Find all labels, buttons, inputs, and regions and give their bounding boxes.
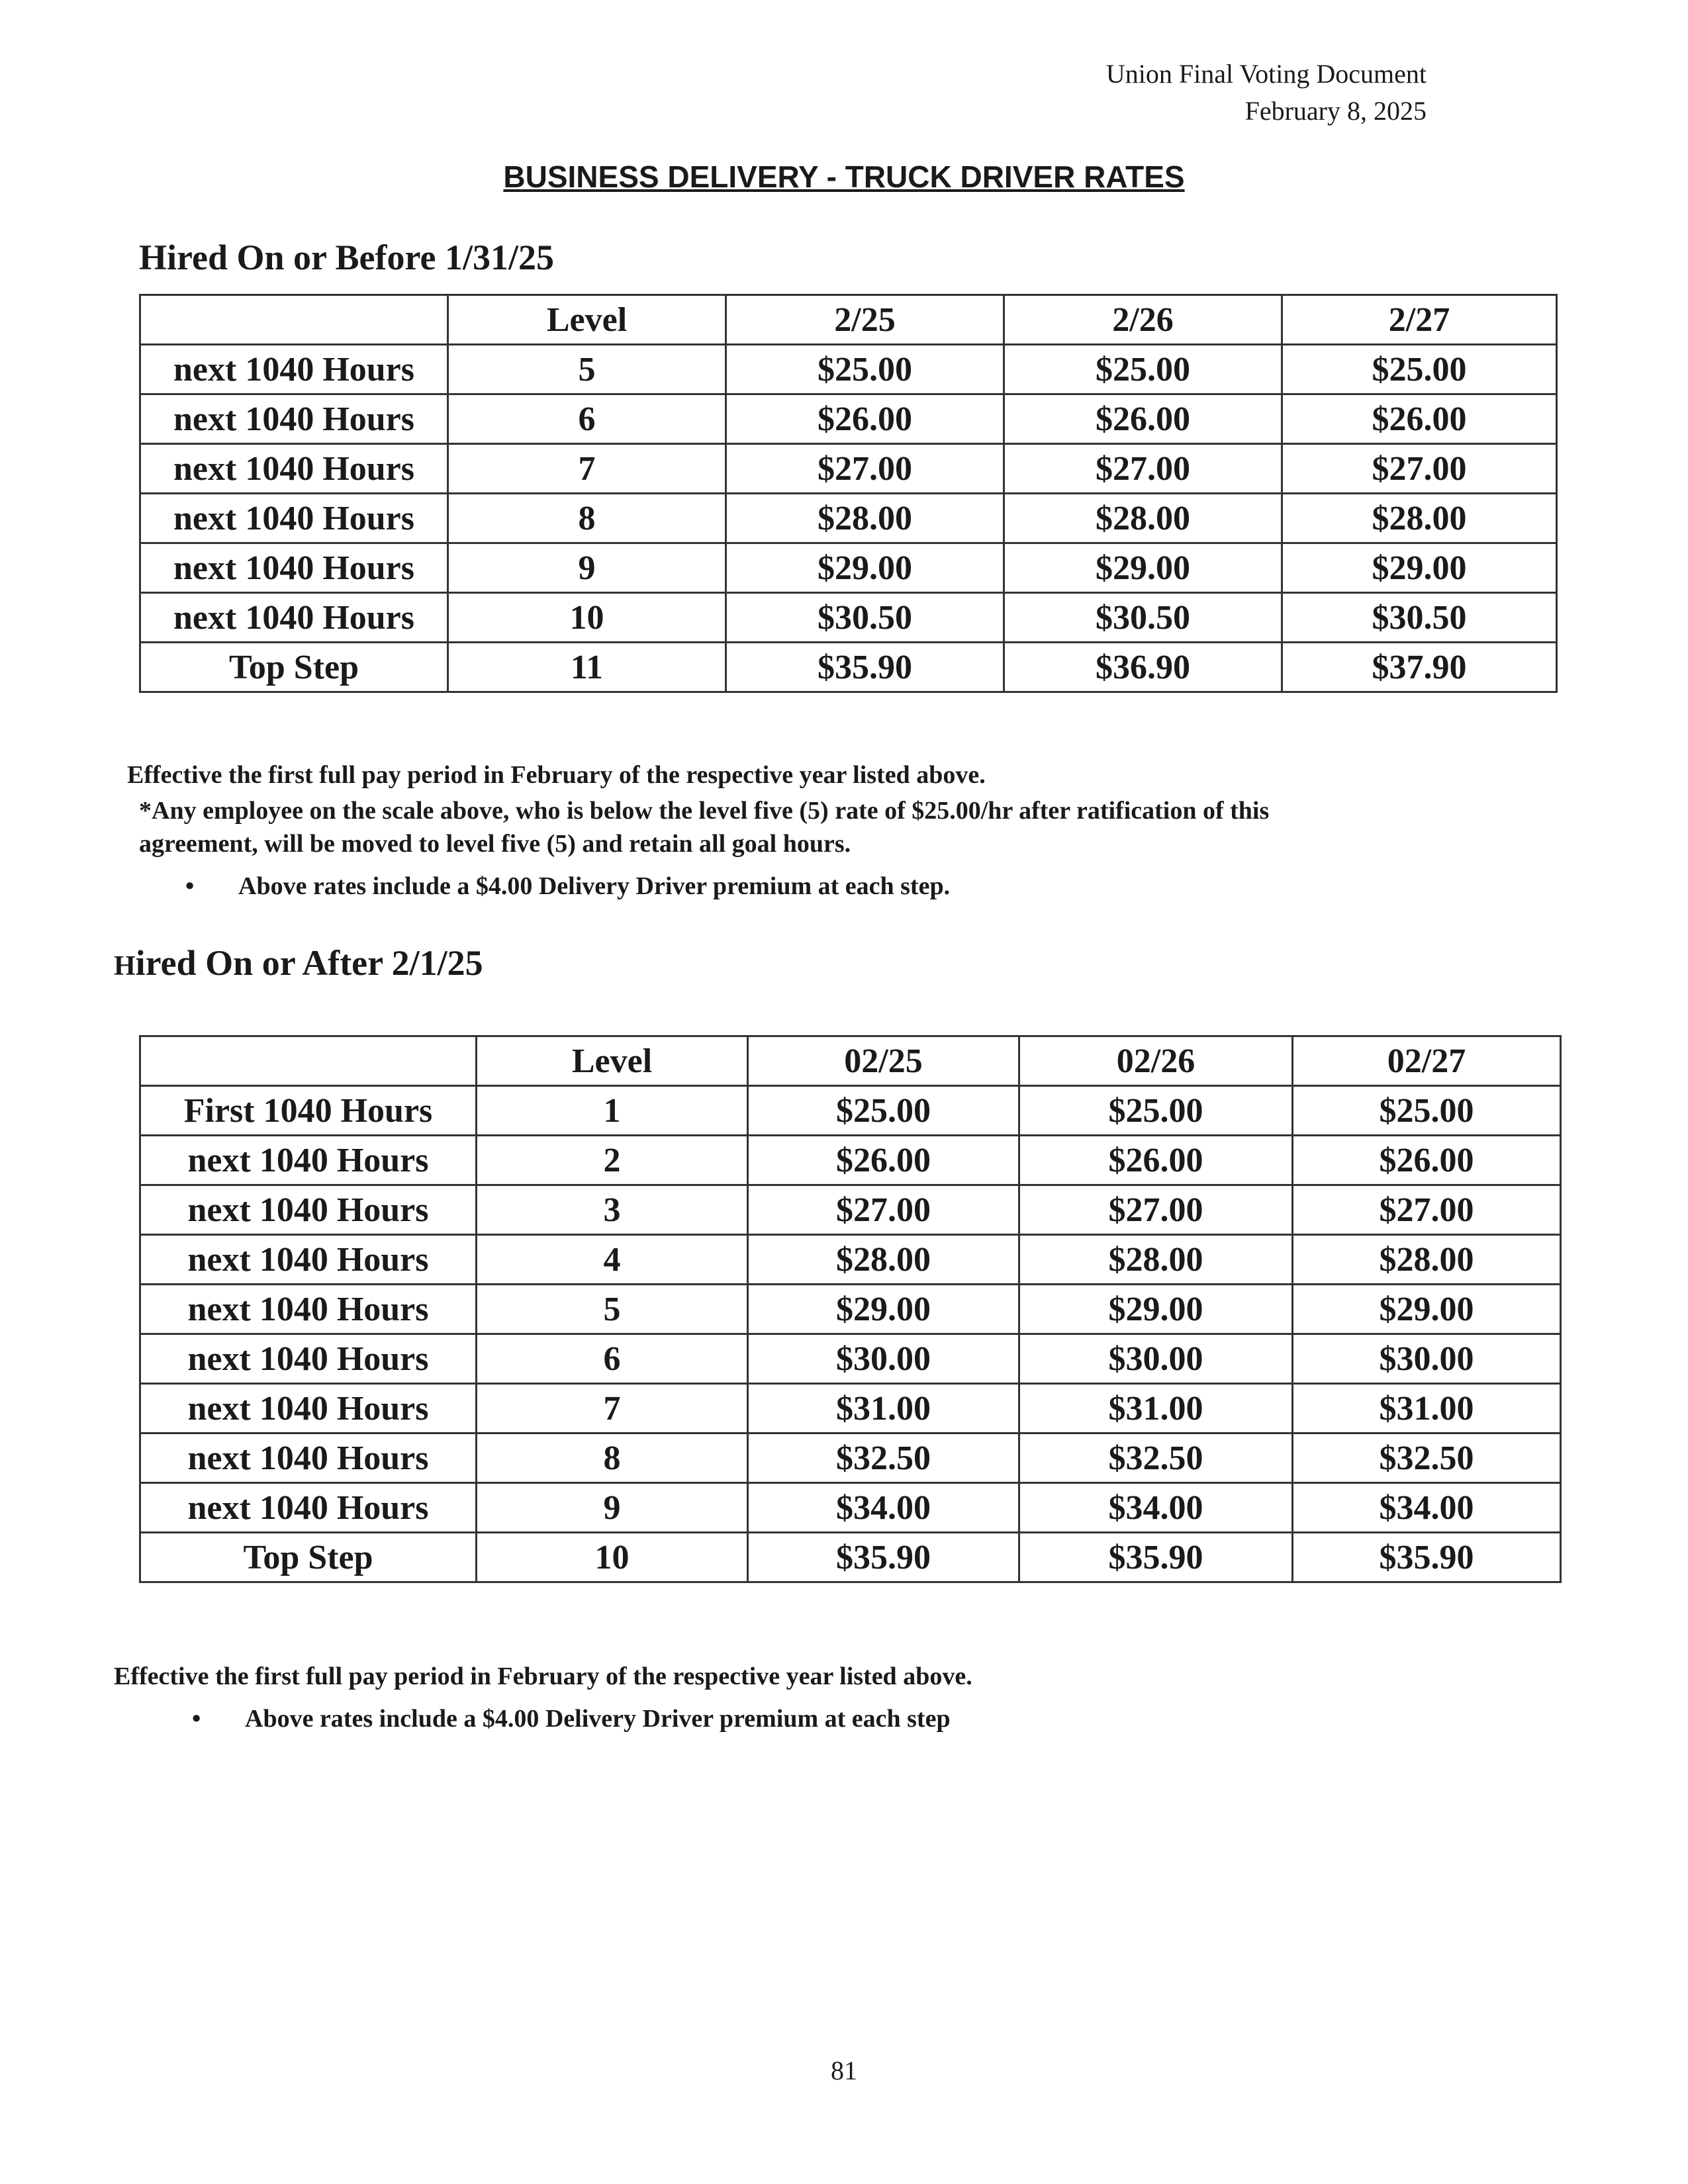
- rate-cell-2: $27.00: [1004, 444, 1282, 494]
- rate-cell-2: $30.00: [1019, 1334, 1293, 1384]
- rate-cell-2: $32.50: [1019, 1433, 1293, 1483]
- page-number: 81: [831, 2056, 857, 2085]
- table-row: [140, 1433, 1561, 1483]
- level-cell: 7: [477, 1384, 748, 1433]
- bullet-icon: •: [185, 872, 195, 900]
- effective-note-1: Effective the first full pay period in February of the respective year listed above.: [127, 761, 986, 789]
- level-cell: 9: [477, 1483, 748, 1533]
- header-line-1: Union Final Voting Document: [1105, 59, 1427, 89]
- table-row: [140, 1086, 1561, 1136]
- document-title: BUSINESS DELIVERY - TRUCK DRIVER RATES: [503, 159, 1185, 194]
- rate-cell-3: $25.00: [1282, 345, 1557, 394]
- row-label: next 1040 Hours: [140, 1235, 477, 1285]
- section-1-heading: Hired On or Before 1/31/25: [139, 238, 554, 277]
- rate-cell-2: $31.00: [1019, 1384, 1293, 1433]
- rate-cell-3: $27.00: [1282, 444, 1557, 494]
- column-header-level: Level: [477, 1036, 748, 1086]
- rate-cell-2: $28.00: [1004, 494, 1282, 543]
- rate-cell-3: $31.00: [1293, 1384, 1561, 1433]
- table-row: [140, 643, 1557, 692]
- rate-cell-3: $35.90: [1293, 1533, 1561, 1582]
- level-cell: 4: [477, 1235, 748, 1285]
- table-row: [140, 394, 1557, 444]
- rate-cell-2: $28.00: [1019, 1235, 1293, 1285]
- rate-cell-2: $27.00: [1019, 1185, 1293, 1235]
- table-row: [140, 444, 1557, 494]
- rate-cell-1: $25.00: [748, 1086, 1019, 1136]
- rate-cell-1: $26.00: [726, 394, 1004, 444]
- level-cell: 8: [448, 494, 726, 543]
- table-row: [140, 1235, 1561, 1285]
- column-header-rate-2: 02/26: [1019, 1036, 1293, 1086]
- row-label: First 1040 Hours: [140, 1086, 477, 1136]
- rate-cell-2: $26.00: [1004, 394, 1282, 444]
- table-row: [140, 1136, 1561, 1185]
- rate-cell-2: $30.50: [1004, 593, 1282, 643]
- rate-cell-2: $36.90: [1004, 643, 1282, 692]
- bullet-icon: •: [192, 1705, 201, 1733]
- rate-cell-3: $29.00: [1282, 543, 1557, 593]
- rate-cell-1: $35.90: [748, 1533, 1019, 1582]
- rate-cell-1: $35.90: [726, 643, 1004, 692]
- row-label: next 1040 Hours: [140, 494, 448, 543]
- level-cell: 10: [448, 593, 726, 643]
- level-cell: 10: [477, 1533, 748, 1582]
- level-cell: 8: [477, 1433, 748, 1483]
- asterisk-note-line-2: agreement, will be moved to level five (5) and retain all goal hours.: [139, 830, 851, 858]
- level-cell: 7: [448, 444, 726, 494]
- rate-cell-2: $29.00: [1019, 1285, 1293, 1334]
- rate-cell-3: $29.00: [1293, 1285, 1561, 1334]
- rate-cell-3: $28.00: [1282, 494, 1557, 543]
- section-2-heading-rest: ired On or After 2/1/25: [135, 943, 483, 983]
- column-header-rate-1: 2/25: [726, 295, 1004, 345]
- rate-cell-3: $26.00: [1293, 1136, 1561, 1185]
- column-header-level: Level: [448, 295, 726, 345]
- column-header: [140, 295, 448, 345]
- rate-cell-3: $30.50: [1282, 593, 1557, 643]
- level-cell: 5: [448, 345, 726, 394]
- rate-cell-1: $29.00: [748, 1285, 1019, 1334]
- rate-cell-2: $25.00: [1019, 1086, 1293, 1136]
- document-header: [1106, 56, 1427, 130]
- rate-cell-1: $32.50: [748, 1433, 1019, 1483]
- rate-cell-3: $26.00: [1282, 394, 1557, 444]
- level-cell: 2: [477, 1136, 748, 1185]
- level-cell: 9: [448, 543, 726, 593]
- row-label: next 1040 Hours: [140, 444, 448, 494]
- rate-cell-1: $27.00: [726, 444, 1004, 494]
- row-label: next 1040 Hours: [140, 1334, 477, 1384]
- row-label: Top Step: [140, 1533, 477, 1582]
- bullet-note-1: [185, 870, 950, 903]
- column-header-rate-2: 2/26: [1004, 295, 1282, 345]
- table-row: [140, 345, 1557, 394]
- rate-cell-2: $29.00: [1004, 543, 1282, 593]
- table-row: [140, 1285, 1561, 1334]
- row-label: next 1040 Hours: [140, 1384, 477, 1433]
- row-label: next 1040 Hours: [140, 543, 448, 593]
- bullet-text: Above rates include a $4.00 Delivery Driver premium at each step.: [238, 872, 951, 900]
- rate-cell-1: $28.00: [748, 1235, 1019, 1285]
- rate-cell-3: $30.00: [1293, 1334, 1561, 1384]
- asterisk-note-line-1: *Any employee on the scale above, who is below the level five (5) rate of $25.00/hr after ratification of this: [139, 797, 1270, 825]
- rate-cell-1: $25.00: [726, 345, 1004, 394]
- rate-cell-3: $28.00: [1293, 1235, 1561, 1285]
- level-cell: 3: [477, 1185, 748, 1235]
- bullet-text: Above rates include a $4.00 Delivery Driver premium at each step: [245, 1705, 951, 1733]
- table-row: [140, 1185, 1561, 1235]
- rates-table-before: [139, 294, 1558, 693]
- rate-cell-3: $37.90: [1282, 643, 1557, 692]
- table-row: [140, 494, 1557, 543]
- rate-cell-1: $28.00: [726, 494, 1004, 543]
- rate-cell-1: $34.00: [748, 1483, 1019, 1533]
- rate-cell-2: $34.00: [1019, 1483, 1293, 1533]
- level-cell: 6: [477, 1334, 748, 1384]
- row-label: Top Step: [140, 643, 448, 692]
- rate-cell-1: $30.00: [748, 1334, 1019, 1384]
- level-cell: 5: [477, 1285, 748, 1334]
- rate-cell-3: $25.00: [1293, 1086, 1561, 1136]
- column-header: [140, 1036, 477, 1086]
- column-header-rate-1: 02/25: [748, 1036, 1019, 1086]
- section-2-heading-initial: H: [114, 951, 136, 981]
- table-row: [140, 1483, 1561, 1533]
- row-label: next 1040 Hours: [140, 345, 448, 394]
- rate-cell-1: $26.00: [748, 1136, 1019, 1185]
- rate-cell-2: $26.00: [1019, 1136, 1293, 1185]
- column-header-rate-3: 2/27: [1282, 295, 1557, 345]
- table-header-row: [140, 1036, 1561, 1086]
- table-row: [140, 543, 1557, 593]
- rate-cell-1: $29.00: [726, 543, 1004, 593]
- row-label: next 1040 Hours: [140, 394, 448, 444]
- effective-note-2: Effective the first full pay period in February of the respective year listed above.: [114, 1662, 972, 1690]
- table-row: [140, 1384, 1561, 1433]
- section-2-heading: [114, 942, 483, 983]
- row-label: next 1040 Hours: [140, 1433, 477, 1483]
- rate-cell-2: $35.90: [1019, 1533, 1293, 1582]
- bullet-note-2: [192, 1702, 951, 1735]
- column-header-rate-3: 02/27: [1293, 1036, 1561, 1086]
- row-label: next 1040 Hours: [140, 1483, 477, 1533]
- rate-cell-3: $32.50: [1293, 1433, 1561, 1483]
- table-header-row: [140, 295, 1557, 345]
- rate-cell-1: $27.00: [748, 1185, 1019, 1235]
- row-label: next 1040 Hours: [140, 1136, 477, 1185]
- table-row: [140, 593, 1557, 643]
- rate-cell-2: $25.00: [1004, 345, 1282, 394]
- table-row: [140, 1334, 1561, 1384]
- row-label: next 1040 Hours: [140, 1185, 477, 1235]
- rate-cell-3: $27.00: [1293, 1185, 1561, 1235]
- rate-cell-3: $34.00: [1293, 1483, 1561, 1533]
- level-cell: 11: [448, 643, 726, 692]
- level-cell: 1: [477, 1086, 748, 1136]
- row-label: next 1040 Hours: [140, 1285, 477, 1334]
- table-row: [140, 1533, 1561, 1582]
- rates-table-after: [139, 1035, 1562, 1583]
- rate-cell-1: $30.50: [726, 593, 1004, 643]
- header-date: February 8, 2025: [1244, 96, 1427, 126]
- rate-cell-1: $31.00: [748, 1384, 1019, 1433]
- level-cell: 6: [448, 394, 726, 444]
- row-label: next 1040 Hours: [140, 593, 448, 643]
